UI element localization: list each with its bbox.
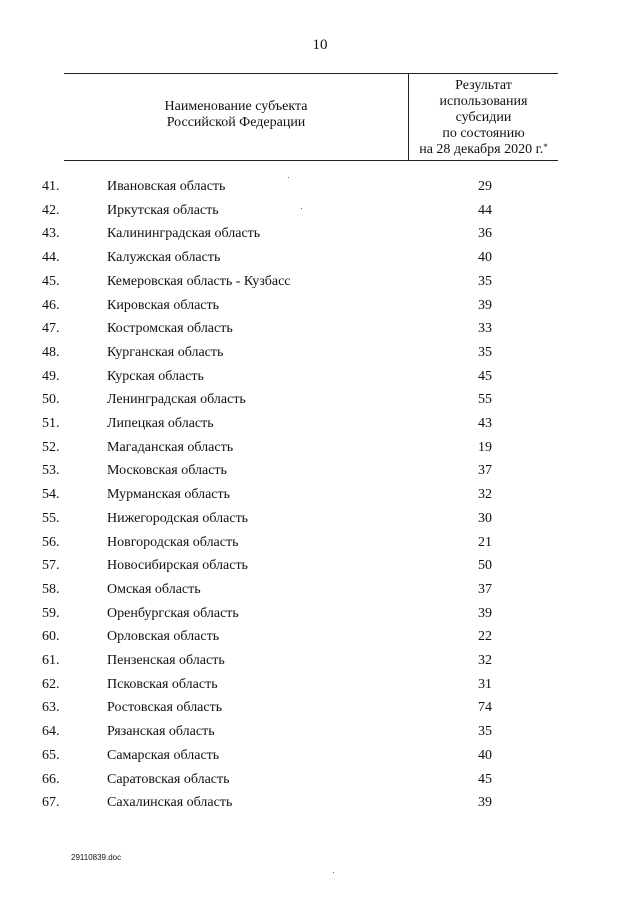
subsidy-result: 45 — [478, 368, 492, 384]
subsidy-result: 30 — [478, 510, 492, 526]
table-row — [0, 484, 640, 506]
row-number: 61. — [42, 653, 60, 668]
subsidy-result: 29 — [478, 179, 492, 194]
table-row — [0, 271, 640, 293]
subsidy-result: 35 — [478, 273, 492, 289]
subject-name: Новосибирская область — [107, 558, 248, 574]
subsidy-result: 44 — [478, 202, 492, 218]
subsidy-result: 32 — [478, 653, 492, 668]
subject-name: Ивановская область — [107, 179, 226, 194]
subsidy-result: 22 — [478, 629, 492, 645]
row-number: 44. — [42, 250, 60, 266]
column-header-result — [409, 78, 558, 158]
table-row — [0, 460, 640, 482]
column-header-result-line: по состоянию — [442, 126, 525, 141]
table-row — [0, 247, 640, 269]
column-header-result-line — [409, 142, 558, 158]
subsidy-result: 35 — [478, 724, 492, 740]
subject-name: Самарская область — [107, 747, 220, 763]
table-row — [0, 769, 640, 791]
table-row — [0, 342, 640, 364]
row-number: 45. — [42, 273, 60, 289]
subject-name: Омская область — [107, 581, 201, 597]
column-header-subject-line: Наименование субъекта — [164, 99, 308, 114]
subsidy-result: 32 — [478, 487, 492, 503]
table-row — [0, 579, 640, 601]
subject-name: Рязанская область — [107, 724, 215, 740]
row-number: 51. — [42, 416, 60, 431]
subject-name: Ростовская область — [107, 700, 223, 716]
page-number: 10 — [312, 37, 328, 53]
document-code: 29110839.doc — [71, 853, 122, 862]
table-row — [0, 437, 640, 459]
subsidy-result: 35 — [478, 344, 492, 360]
row-number: 46. — [42, 297, 60, 313]
table-row — [0, 792, 640, 814]
subject-name: Калужская область — [107, 250, 221, 266]
subject-name: Сахалинская область — [107, 795, 233, 811]
table-row — [0, 389, 640, 411]
row-number: 52. — [42, 439, 60, 455]
subject-name: Новгородская область — [107, 534, 239, 550]
row-number: 59. — [42, 605, 60, 621]
table-row — [0, 295, 640, 317]
row-number: 57. — [42, 558, 60, 574]
table-header — [64, 73, 558, 161]
subsidy-result: 40 — [478, 747, 492, 763]
table-row — [0, 176, 640, 198]
row-number: 67. — [42, 795, 60, 811]
subject-name: Калининградская область — [107, 226, 261, 242]
subsidy-result: 33 — [478, 321, 492, 337]
subsidy-result: 19 — [478, 439, 492, 455]
subsidy-result: 31 — [478, 676, 492, 692]
subject-name: Саратовская область — [107, 771, 230, 787]
column-header-subject-line: Российской Федерации — [166, 115, 306, 130]
row-number: 63. — [42, 700, 60, 716]
row-number: 43. — [42, 226, 60, 242]
table-row — [0, 413, 640, 435]
column-header-result-line: субсидии — [455, 110, 512, 125]
row-number: 50. — [42, 392, 60, 408]
table-row — [0, 650, 640, 672]
table-row — [0, 697, 640, 719]
subject-name: Ленинградская область — [107, 392, 246, 408]
row-number: 41. — [42, 179, 60, 194]
subsidy-result: 50 — [478, 558, 492, 574]
subsidy-result: 36 — [478, 226, 492, 242]
table-row — [0, 200, 640, 222]
column-header-result-line: использования — [439, 94, 528, 109]
table-row — [0, 532, 640, 554]
table-row — [0, 366, 640, 388]
row-number: 56. — [42, 534, 60, 550]
row-number: 54. — [42, 487, 60, 503]
table-row — [0, 508, 640, 530]
subject-name: Нижегородская область — [107, 510, 249, 526]
row-number: 55. — [42, 510, 60, 526]
footnote-mark: * — [543, 142, 548, 152]
subject-name: Курганская область — [107, 344, 224, 360]
subsidy-result: 39 — [478, 605, 492, 621]
column-header-subject — [64, 99, 408, 131]
subsidy-result: 39 — [478, 795, 492, 811]
table-row — [0, 745, 640, 767]
table-row — [0, 223, 640, 245]
row-number: 62. — [42, 676, 60, 692]
row-number: 64. — [42, 724, 60, 740]
subsidy-result: 39 — [478, 297, 492, 313]
subsidy-result: 40 — [478, 250, 492, 266]
column-header-result-line: Результат — [455, 78, 512, 93]
row-number: 60. — [42, 629, 60, 645]
row-number: 49. — [42, 368, 60, 384]
subject-name: Кировская область — [107, 297, 220, 313]
table-row — [0, 318, 640, 340]
table-row — [0, 603, 640, 625]
subject-name: Оренбургская область — [107, 605, 239, 621]
row-number: 53. — [42, 463, 60, 479]
table-row — [0, 674, 640, 696]
table-row — [0, 555, 640, 577]
subject-name: Московская область — [107, 463, 227, 479]
subsidy-result: 74 — [478, 700, 492, 716]
row-number: 65. — [42, 747, 60, 763]
subject-name: Магаданская область — [107, 439, 234, 455]
subject-name: Курская область — [107, 368, 204, 384]
subsidy-result: 21 — [478, 534, 492, 550]
subject-name: Мурманская область — [107, 487, 231, 503]
table-row — [0, 721, 640, 743]
subject-name: Костромская область — [107, 321, 233, 337]
row-number: 42. — [42, 202, 60, 218]
row-number: 66. — [42, 771, 60, 787]
subsidy-result: 45 — [478, 771, 492, 787]
subsidy-result: 37 — [478, 463, 492, 479]
column-header-result-date: на 28 декабря 2020 г. — [419, 142, 544, 157]
row-number: 58. — [42, 581, 60, 597]
subject-name: Псковская область — [107, 676, 218, 692]
subject-name: Пензенская область — [107, 653, 225, 668]
subject-name: Иркутская область — [107, 202, 219, 218]
subsidy-result: 55 — [478, 392, 492, 408]
subject-name: Липецкая область — [107, 416, 214, 431]
subsidy-result: 37 — [478, 581, 492, 597]
subject-name: Орловская область — [107, 629, 220, 645]
row-number: 47. — [42, 321, 60, 337]
row-number: 48. — [42, 344, 60, 360]
table-row — [0, 626, 640, 648]
subsidy-result: 43 — [478, 416, 492, 431]
subject-name: Кемеровская область - Кузбасс — [107, 273, 291, 289]
